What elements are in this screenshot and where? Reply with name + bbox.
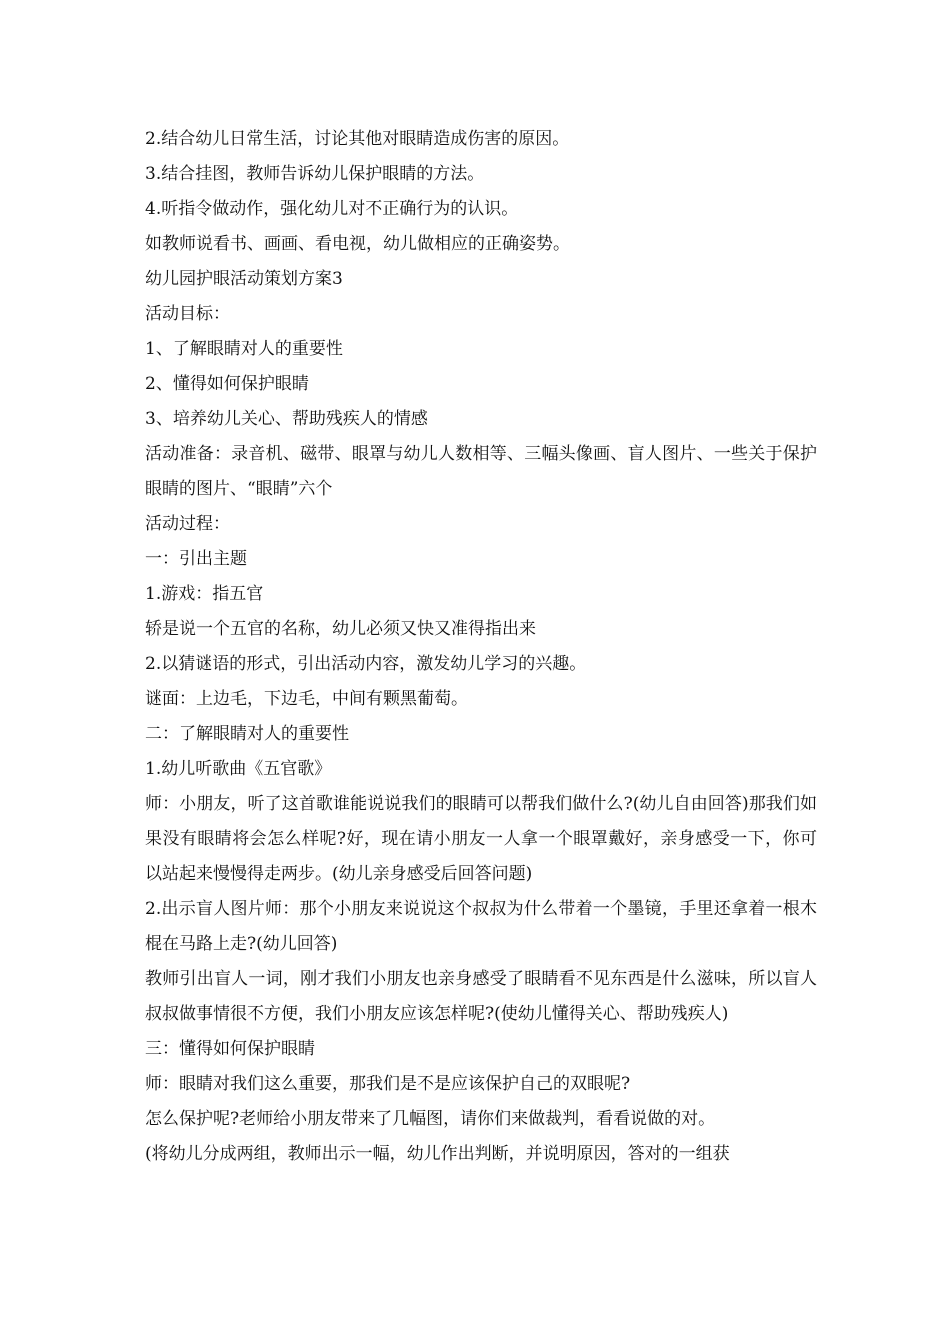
paragraph: 活动过程： [145,514,230,534]
paragraph: 1.游戏：指五官 [145,584,264,604]
paragraph: 2.出示盲人图片师：那个小朋友来说说这个叔叔为什么带着一个墨镜，手里还拿着一根木棍在马路上走?(幼儿回答) [145,899,817,954]
paragraph: 如教师说看书、画画、看电视，幼儿做相应的正确姿势。 [145,234,570,254]
paragraph: 活动目标： [145,304,230,324]
paragraph: 1、了解眼睛对人的重要性 [145,339,343,359]
paragraph: (将幼儿分成两组，教师出示一幅，幼儿作出判断，并说明原因，答对的一组获 [145,1144,730,1164]
paragraph: 2.结合幼儿日常生活，讨论其他对眼睛造成伤害的原因。 [145,129,570,149]
document-body [145,122,817,1172]
paragraph: 3.结合挂图，教师告诉幼儿保护眼睛的方法。 [145,164,485,184]
paragraph: 活动准备：录音机、磁带、眼罩与幼儿人数相等、三幅头像画、盲人图片、一些关于保护眼睛的图片、“眼睛”六个 [145,444,817,499]
paragraph: 师：小朋友，听了这首歌谁能说说我们的眼睛可以帮我们做什么?(幼儿自由回答)那我们如果没有眼睛将会怎么样呢?好，现在请小朋友一人拿一个眼罩戴好，亲身感受一下，你可以站起来慢慢得走两步。(幼儿亲身感受后回答问题) [145,794,817,884]
paragraph: 二：了解眼睛对人的重要性 [145,724,349,744]
paragraph: 怎么保护呢?老师给小朋友带来了几幅图，请你们来做裁判，看看说做的对。 [145,1109,716,1129]
paragraph: 4.听指令做动作，强化幼儿对不正确行为的认识。 [145,199,519,219]
paragraph: 轿是说一个五官的名称，幼儿必须又快又准得指出来 [145,619,536,639]
paragraph: 师：眼睛对我们这么重要，那我们是不是应该保护自己的双眼呢? [145,1074,631,1094]
paragraph: 谜面：上边毛，下边毛，中间有颗黑葡萄。 [145,689,468,709]
section-heading: 幼儿园护眼活动策划方案3 [145,269,343,289]
paragraph: 一：引出主题 [145,549,247,569]
paragraph: 2、懂得如何保护眼睛 [145,374,309,394]
paragraph: 3、培养幼儿关心、帮助残疾人的情感 [145,409,428,429]
paragraph: 教师引出盲人一词，刚才我们小朋友也亲身感受了眼睛看不见东西是什么滋味，所以盲人叔叔做事情很不方便，我们小朋友应该怎样呢?(使幼儿懂得关心、帮助残疾人) [145,969,817,1024]
paragraph: 2.以猜谜语的形式，引出活动内容，激发幼儿学习的兴趣。 [145,654,587,674]
paragraph: 1.幼儿听歌曲《五官歌》 [145,759,332,779]
paragraph: 三：懂得如何保护眼睛 [145,1039,315,1059]
